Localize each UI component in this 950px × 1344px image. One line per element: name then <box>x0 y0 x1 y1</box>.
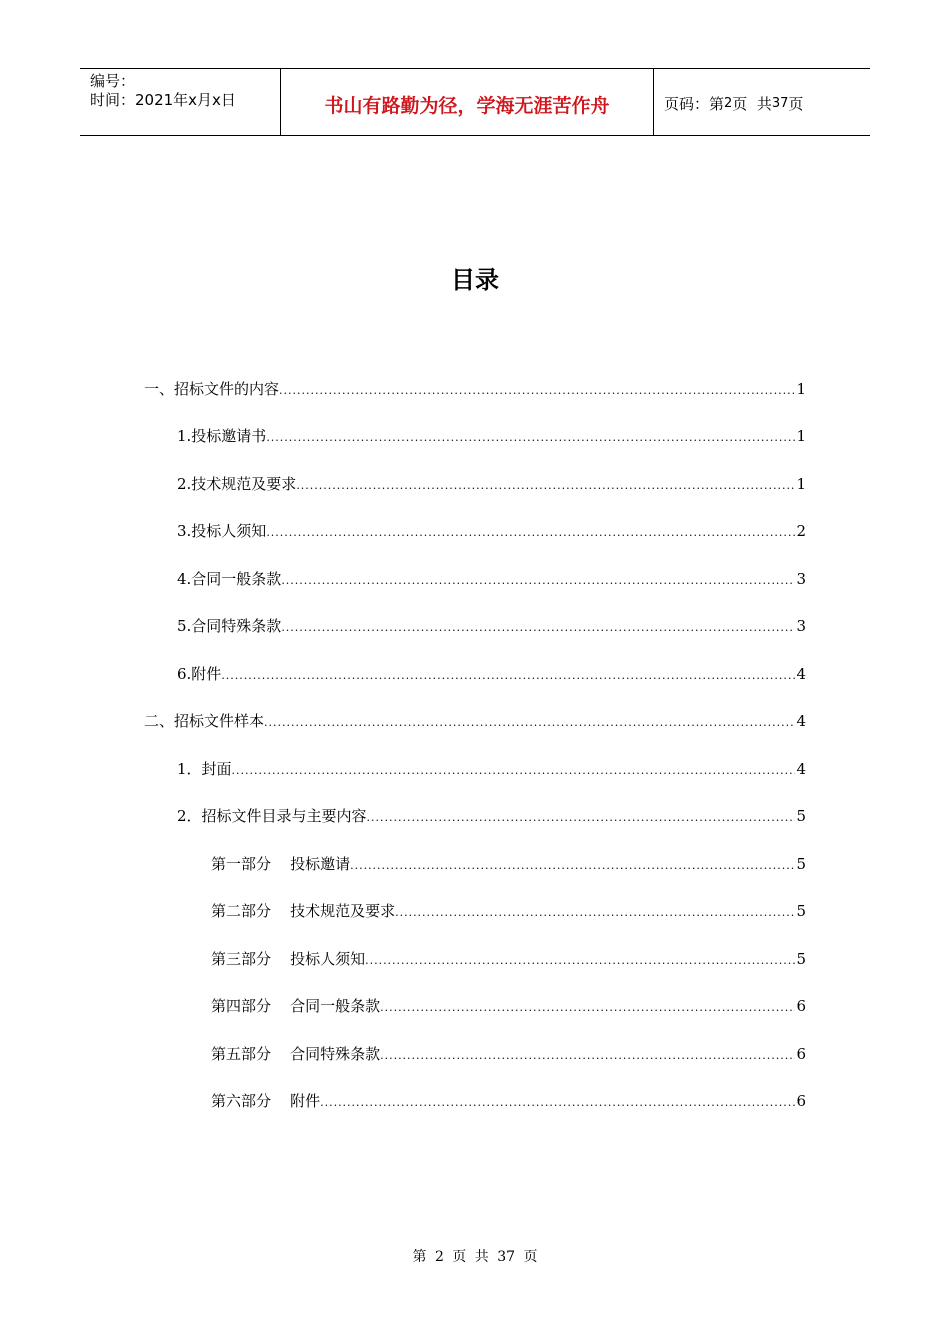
page-suffix: 页 <box>788 94 804 113</box>
toc-entry-label: 1.投标邀请书 <box>177 427 267 445</box>
toc-entry[interactable] <box>177 663 806 685</box>
toc-entry[interactable] <box>211 900 806 922</box>
toc-entry-page: 1 <box>796 475 806 493</box>
page-header <box>80 68 870 136</box>
toc-entry-label: 第二部分 技术规范及要求 <box>211 902 396 920</box>
toc-entry-label: 第五部分 合同特殊条款 <box>211 1045 381 1063</box>
number-label: 编号： <box>90 72 136 90</box>
toc-entry-page: 6 <box>796 997 806 1015</box>
toc-leader <box>320 1092 795 1114</box>
page-footer: 第 2 页 共 37 页 <box>412 1249 538 1265</box>
toc-entry-label: 2．招标文件目录与主要内容 <box>177 807 367 825</box>
toc-leader <box>232 760 796 782</box>
toc-entry-page: 5 <box>796 855 806 873</box>
toc-entry[interactable] <box>211 1090 806 1112</box>
toc-entry-label: 第六部分 附件 <box>211 1092 321 1110</box>
toc-leader <box>266 522 795 544</box>
toc-entry-page: 3 <box>796 570 806 588</box>
toc-leader <box>365 950 795 972</box>
time-label: 时间：2021年x月x日 <box>90 91 236 109</box>
toc-leader <box>264 712 795 734</box>
page-mid: 页 共 <box>732 94 772 113</box>
toc-leader <box>279 380 795 402</box>
toc-entry[interactable] <box>177 615 806 637</box>
toc-entry-page: 1 <box>796 427 806 445</box>
toc-entry-page: 4 <box>796 712 806 730</box>
toc-entry-page: 5 <box>796 902 806 920</box>
toc-entry[interactable] <box>211 948 806 970</box>
toc-entry-label: 第一部分 投标邀请 <box>211 855 351 873</box>
toc-entry[interactable] <box>211 853 806 875</box>
toc-entry[interactable] <box>144 710 806 732</box>
toc-entry[interactable] <box>177 520 806 542</box>
toc-leader <box>367 807 796 829</box>
toc-entry[interactable] <box>177 568 806 590</box>
toc-leader <box>380 997 795 1019</box>
toc-entry-page: 5 <box>796 950 806 968</box>
toc-entry-label: 4.合同一般条款 <box>177 570 282 588</box>
toc-entry-label: 二、招标文件样本 <box>144 712 265 730</box>
toc-entry[interactable] <box>177 805 806 827</box>
toc-entry[interactable] <box>211 1043 806 1065</box>
toc-entry[interactable] <box>211 995 806 1017</box>
toc-entry-page: 4 <box>796 760 806 778</box>
toc-leader <box>296 475 795 497</box>
toc-leader <box>395 902 795 924</box>
page-title: 目录 <box>451 266 499 294</box>
toc-entry[interactable] <box>177 473 806 495</box>
header-meta <box>80 69 281 135</box>
toc-entry-page: 2 <box>796 522 806 540</box>
toc-entry-page: 5 <box>796 807 806 825</box>
toc-entry-label: 一、招标文件的内容 <box>144 380 280 398</box>
page-total: 37 <box>771 95 789 111</box>
page-prefix: 页码：第 <box>664 94 725 113</box>
toc-entry-label: 5.合同特殊条款 <box>177 617 282 635</box>
toc-entry-page: 6 <box>796 1092 806 1110</box>
toc-entry-label: 第三部分 投标人须知 <box>211 950 366 968</box>
toc-entry[interactable] <box>177 758 806 780</box>
toc-entry[interactable] <box>177 425 806 447</box>
header-page-info <box>654 69 870 135</box>
toc-entry-label: 2.技术规范及要求 <box>177 475 297 493</box>
toc-leader <box>350 855 795 877</box>
toc-leader <box>221 665 795 687</box>
toc-entry-page: 1 <box>796 380 806 398</box>
toc-entry-label: 1．封面 <box>177 760 232 778</box>
toc-entry-page: 4 <box>796 665 806 683</box>
toc-entry-label: 3.投标人须知 <box>177 522 267 540</box>
page-current: 2 <box>724 95 733 111</box>
toc-entry-label: 6.附件 <box>177 665 222 683</box>
toc-leader <box>281 570 795 592</box>
toc-leader <box>380 1045 795 1067</box>
toc-entry-page: 3 <box>796 617 806 635</box>
header-motto: 书山有路勤为径，学海无涯苦作舟 <box>281 69 654 135</box>
toc-entry[interactable] <box>144 378 806 400</box>
toc-leader <box>281 617 795 639</box>
toc-entry-label: 第四部分 合同一般条款 <box>211 997 381 1015</box>
toc-entry-page: 6 <box>796 1045 806 1063</box>
toc-leader <box>266 427 795 449</box>
